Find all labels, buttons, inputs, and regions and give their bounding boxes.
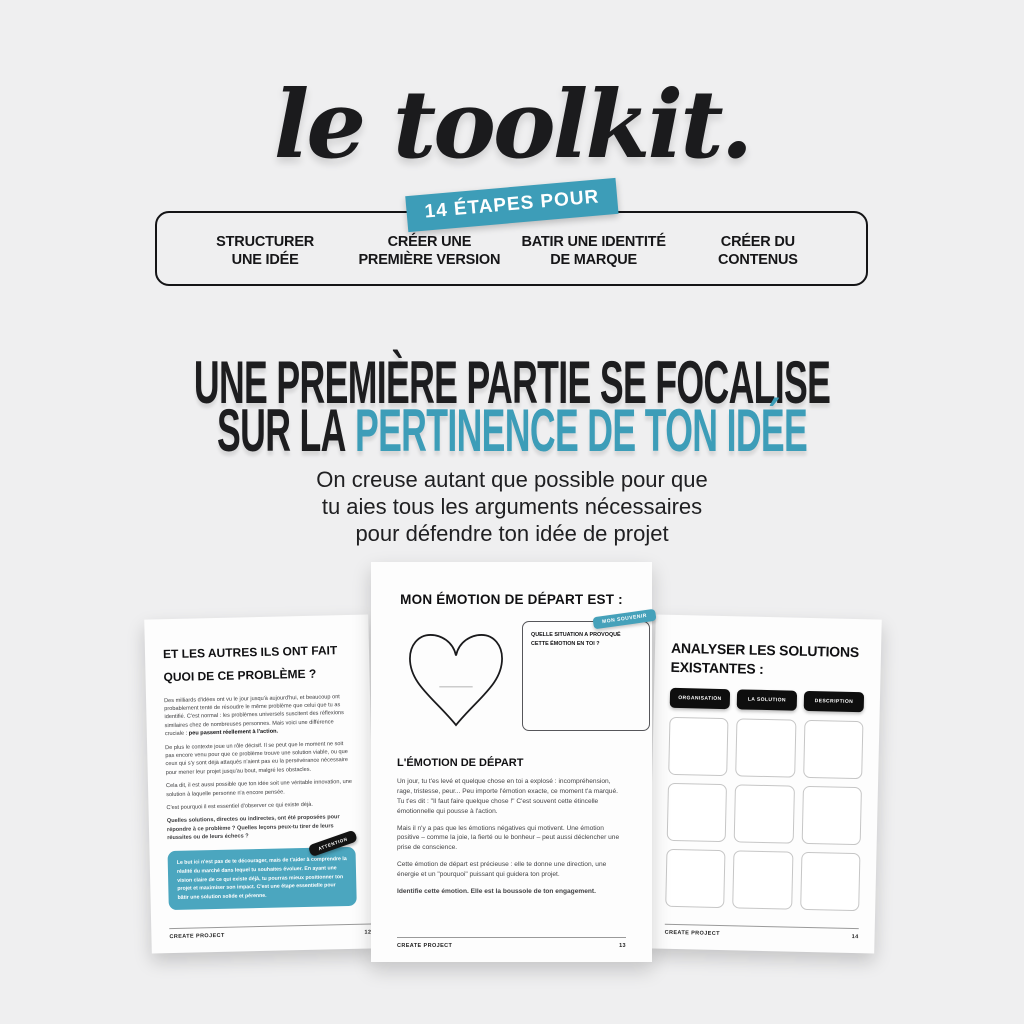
headline-line2-accent: PERTINENCE DE TON IDÉE <box>354 397 808 465</box>
step-item-premiere-version <box>347 234 511 269</box>
left-page-footer <box>169 924 371 941</box>
step-line: UNE IDÉE <box>231 251 299 268</box>
left-page-title-line1: ET LES AUTRES ILS ONT FAIT <box>162 643 338 662</box>
right-page-title-line1: ANALYSER LES SOLUTIONS <box>670 639 860 661</box>
solution-grid-cell <box>734 784 795 843</box>
solution-grid-cell <box>801 786 862 845</box>
step-item-identite-marque <box>512 234 676 269</box>
step-line: CRÉER DU <box>720 234 795 251</box>
attention-ribbon: ATTENTION <box>308 830 358 858</box>
center-page-paragraph: Un jour, tu t'es levé et quelque chose en toi a explosé : incompréhension, rage, tristesse, peur... Peu importe l'émotion exacte, ce moment t'a marqué. Tu t'es dit : "Il faut faire quelque chose !" C'est souvent cette étincelle émotionnelle qui pousse à l'action. <box>397 778 618 815</box>
step-item-structurer <box>183 234 347 269</box>
subtitle <box>0 467 1024 547</box>
memory-box-heading-line1: QUELLE SITUATION A PROVOQUÉ <box>531 632 621 638</box>
headline-line1 <box>0 348 1024 417</box>
center-page-section-heading: L'ÉMOTION DE DÉPART <box>397 757 524 769</box>
headline-line1-text: UNE PREMIÈRE PARTIE SE FOCALISE <box>193 349 831 417</box>
solution-grid-cell <box>665 849 726 908</box>
step-line: CONTENUS <box>717 251 798 268</box>
left-page-p1: Des milliards d'idées ont vu le jour jusqu'à aujourd'hui, et beaucoup ont probablement tenté de résoudre le même problème que celui que tu as identifié. C'est normal : les problèmes universels suscitent des réflexions similaires chez de nombreuses personnes. Mais voici une différence cruciale : <box>164 693 345 738</box>
left-page-question-bold: Quelles solutions, directes ou indirectes, ont été proposées pour répondre à ce problème ? Quelles leçons peux-tu tirer de leurs réussites ou de leurs échecs ? <box>166 814 340 842</box>
left-page-title-line2: QUOI DE CE PROBLÈME ? <box>163 666 317 684</box>
page-number: 14 <box>851 934 859 941</box>
right-page-footer <box>665 924 859 940</box>
worksheet-page-right <box>648 614 882 953</box>
step-item-contenus <box>676 234 840 269</box>
memory-box-heading <box>531 631 641 649</box>
solution-grid-cell <box>668 717 729 776</box>
step-line: DE MARQUE <box>550 251 638 268</box>
subtitle-line1: On creuse autant que possible pour que <box>316 467 708 492</box>
center-page-title: MON ÉMOTION DE DÉPART EST : <box>400 592 623 607</box>
center-page-paragraph: Mais il n'y a pas que les émotions négatives qui motivent. Une émotion positive – comme la joie, la fierté ou le bonheur – peut aussi déclencher une prise de conscience. <box>397 824 620 852</box>
steps-box <box>155 186 868 286</box>
left-page-paragraph <box>164 692 353 738</box>
left-page-title <box>163 639 352 689</box>
footer-brand: CREATE PROJECT <box>169 932 225 941</box>
solution-table-headers <box>670 688 864 712</box>
left-page-paragraph: C'est pourquoi il est essentiel d'observer ce qui existe déjà. <box>166 801 313 812</box>
memory-badge: MON SOUVENIR <box>592 609 656 630</box>
table-header-description: DESCRIPTION <box>804 691 864 712</box>
page-number: 12 <box>364 929 372 936</box>
subtitle-line2: tu aies tous les arguments nécessaires <box>321 493 703 519</box>
table-header-organisation: ORGANISATION <box>670 688 730 709</box>
right-page-title <box>670 639 865 681</box>
left-page-paragraph: Cela dit, il est aussi possible que ton idée soit une véritable innovation, une solution à laquelle personne n'a encore pensée. <box>165 779 353 798</box>
headline-line2 <box>0 396 1024 465</box>
left-page-body <box>164 692 357 910</box>
subtitle-line3: pour défendre ton idée de projet <box>355 520 669 546</box>
steps-banner: 14 ÉTAPES POUR <box>405 178 619 232</box>
brand-logo: le toolkit. <box>273 70 751 180</box>
step-line: BATIR UNE IDENTITÉ <box>521 234 666 251</box>
right-page-title-line2: EXISTANTES : <box>670 658 764 677</box>
headline-line2-text <box>217 396 807 465</box>
worksheet-page-left <box>144 615 376 954</box>
steps-columns <box>157 228 866 269</box>
center-page-paragraph: Cette émotion de départ est précieuse : elle te donne une direction, une énergie et un "pourquoi" puissant qui guidera ton projet. <box>397 861 607 879</box>
step-line: CRÉER UNE <box>387 234 472 251</box>
left-page-callout-text: Le but ici n'est pas de te décourager, mais de t'aider à comprendre la réalité du marché dans lequel tu souhaites évoluer. En ayant une vision claire de ce qui existe déjà, tu pourras mieux positionner ton projet et maximiser son impact. C'est une étape essentielle pour bâtir une solution solide et pérenne. <box>176 856 347 901</box>
step-line: STRUCTURER <box>216 234 315 251</box>
solution-grid-cell <box>667 783 728 842</box>
heart-icon <box>407 629 505 733</box>
solution-grid-cell <box>803 720 864 779</box>
worksheet-page-center <box>371 562 652 962</box>
memory-box-heading-line2: CETTE ÉMOTION EN TOI ? <box>531 641 600 648</box>
left-page-callout <box>168 836 357 910</box>
solution-grid <box>665 717 863 911</box>
solution-grid-cell <box>800 852 861 911</box>
footer-brand: CREATE PROJECT <box>664 929 720 938</box>
memory-writing-box <box>522 612 650 731</box>
left-page-paragraph: De plus le contexte joue un rôle décisif. Il se peut que le moment ne soit pas encore venu pour que ce problème trouve une solution viable, ou que ceux qui s'y sont déjà attaqués n'aient pas eu la persévérance nécessaire pour mener leur projet jusqu'au bout, malgré les obstacles. <box>165 740 349 776</box>
solution-grid-cell <box>735 718 796 777</box>
center-page-conclusion-bold: Identifie cette émotion. Elle est la boussole de ton engagement. <box>397 888 596 896</box>
table-header-la-solution: LA SOLUTION <box>737 689 797 710</box>
center-page-exercise-row <box>397 612 648 745</box>
headline <box>0 348 1024 465</box>
page-number: 13 <box>619 943 626 949</box>
headline-line2-black: SUR LA <box>216 397 346 465</box>
step-line: PREMIÈRE VERSION <box>358 251 501 268</box>
left-page-p1-bold: peu passent réellement à l'action. <box>188 728 279 737</box>
center-page-body <box>397 777 626 897</box>
center-page-footer <box>397 937 626 949</box>
footer-brand: CREATE PROJECT <box>397 943 453 949</box>
solution-grid-cell <box>733 850 794 909</box>
